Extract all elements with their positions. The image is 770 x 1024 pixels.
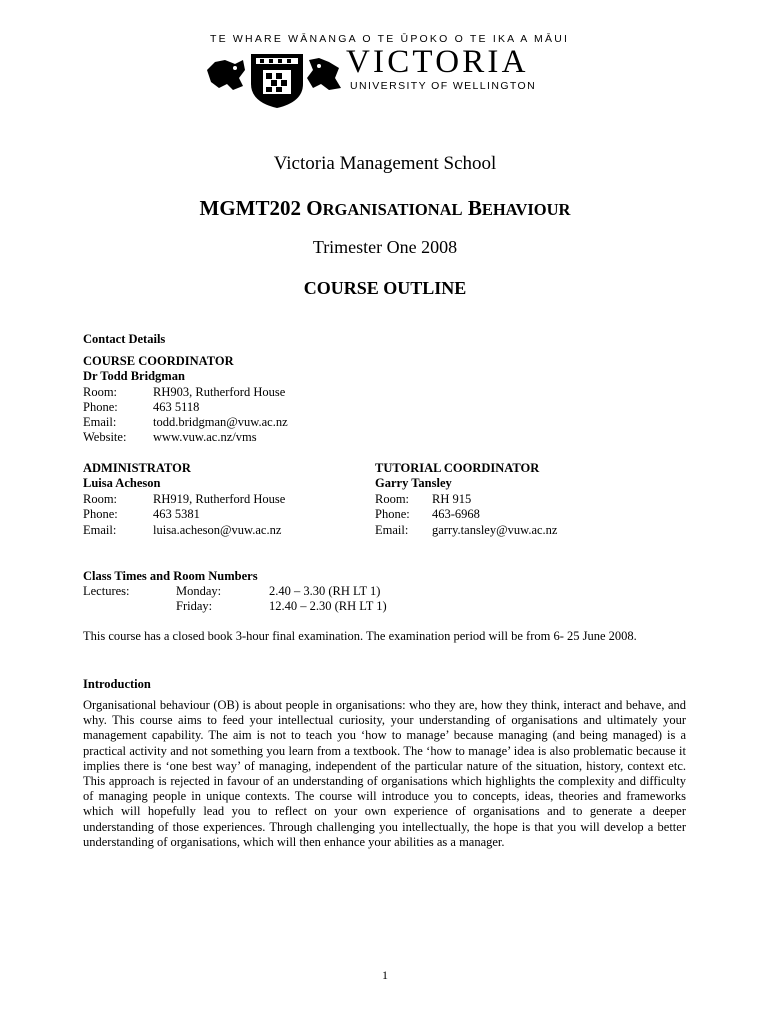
university-subtitle: UNIVERSITY OF WELLINGTON (350, 80, 537, 92)
coordinator-email-label: Email: (83, 415, 117, 429)
course-title (0, 196, 770, 221)
page-number: 1 (382, 968, 388, 982)
tutorial-email-label: Email: (375, 523, 409, 537)
course-name: ORGANISATIONAL BEHAVIOUR (306, 196, 571, 220)
class-times-heading: Class Times and Room Numbers (83, 569, 258, 583)
tutorial-phone-label: Phone: (375, 507, 410, 521)
university-logo (0, 0, 770, 120)
trimester: Trimester One 2008 (312, 237, 458, 257)
coordinator-phone: 463 5118 (153, 400, 200, 414)
administrator-name: Luisa Acheson (83, 476, 161, 490)
administrator-email-label: Email: (83, 523, 117, 537)
coordinator-website: www.vuw.ac.nz/vms (153, 430, 257, 444)
lecture-day-2: Friday: (176, 599, 213, 613)
coordinator-room: RH903, Rutherford House (153, 385, 286, 399)
school-name: Victoria Management School (273, 153, 497, 174)
administrator-room-label: Room: (83, 492, 118, 506)
exam-paragraph: This course has a closed book 3-hour final examination. The examination period will be from 6- 25 June 2008. (83, 629, 637, 643)
tutorial-phone: 463-6968 (432, 507, 480, 521)
tutorial-role: TUTORIAL COORDINATOR (375, 461, 540, 475)
coordinator-role: COURSE COORDINATOR (83, 354, 234, 368)
tutorial-email: garry.tansley@vuw.ac.nz (432, 523, 558, 537)
tutorial-name: Garry Tansley (375, 476, 452, 490)
coordinator-email: todd.bridgman@vuw.ac.nz (153, 415, 288, 429)
document-title: COURSE OUTLINE (303, 278, 467, 298)
coordinator-room-label: Room: (83, 385, 118, 399)
contact-heading: Contact Details (83, 332, 166, 346)
introduction-paragraph: Organisational behaviour (OB) is about people in organisations: who they are, how they think, interact and behave, and why. This course aims to feed your intellectual curiosity, your understanding of organisations and ultimately your management capability. The aim is not to teach you ‘how to manage’ because managing (and being managed) is a practical activity and not something you learn from a textbook. The ‘how to manage’ idea is also problematic because it implies there is ‘one best way’ of managing, independent of the particular nature of the situation, history, context etc. This approach is rejected in favour of an understanding of organisations which highlights the complexity and difficulty of managing people in unique contexts. The course will introduce you to concepts, ideas, theories and frameworks which will hopefully lead you to reflect on your own experience of organisations and to generate a deeper understanding of those experiences. Through challenging you intellectually, the hope is that you will develop a better understanding of organisations, which will then enhance your abilities as a manager. (83, 698, 686, 849)
tutorial-room-label: Room: (375, 492, 410, 506)
maori-university-name: TE WHARE WĀNANGA O TE ŪPOKO O TE IKA A MĀUI (210, 33, 570, 45)
course-code: MGMT202 (199, 196, 301, 220)
coordinator-phone-label: Phone: (83, 400, 118, 414)
introduction-heading: Introduction (83, 677, 151, 691)
lectures-label: Lectures: (83, 584, 130, 598)
university-name: VICTORIA (346, 44, 529, 80)
lecture-time-1: 2.40 – 3.30 (RH LT 1) (269, 584, 381, 598)
lecture-time-2: 12.40 – 2.30 (RH LT 1) (269, 599, 387, 613)
administrator-phone-label: Phone: (83, 507, 118, 521)
coordinator-name: Dr Todd Bridgman (83, 369, 185, 383)
tutorial-room: RH 915 (432, 492, 472, 506)
coordinator-website-label: Website: (83, 430, 127, 444)
administrator-room: RH919, Rutherford House (153, 492, 286, 506)
university-crest-icon (205, 48, 345, 110)
administrator-email: luisa.acheson@vuw.ac.nz (153, 523, 282, 537)
administrator-role: ADMINISTRATOR (83, 461, 191, 475)
administrator-phone: 463 5381 (153, 507, 200, 521)
lecture-day-1: Monday: (176, 584, 222, 598)
